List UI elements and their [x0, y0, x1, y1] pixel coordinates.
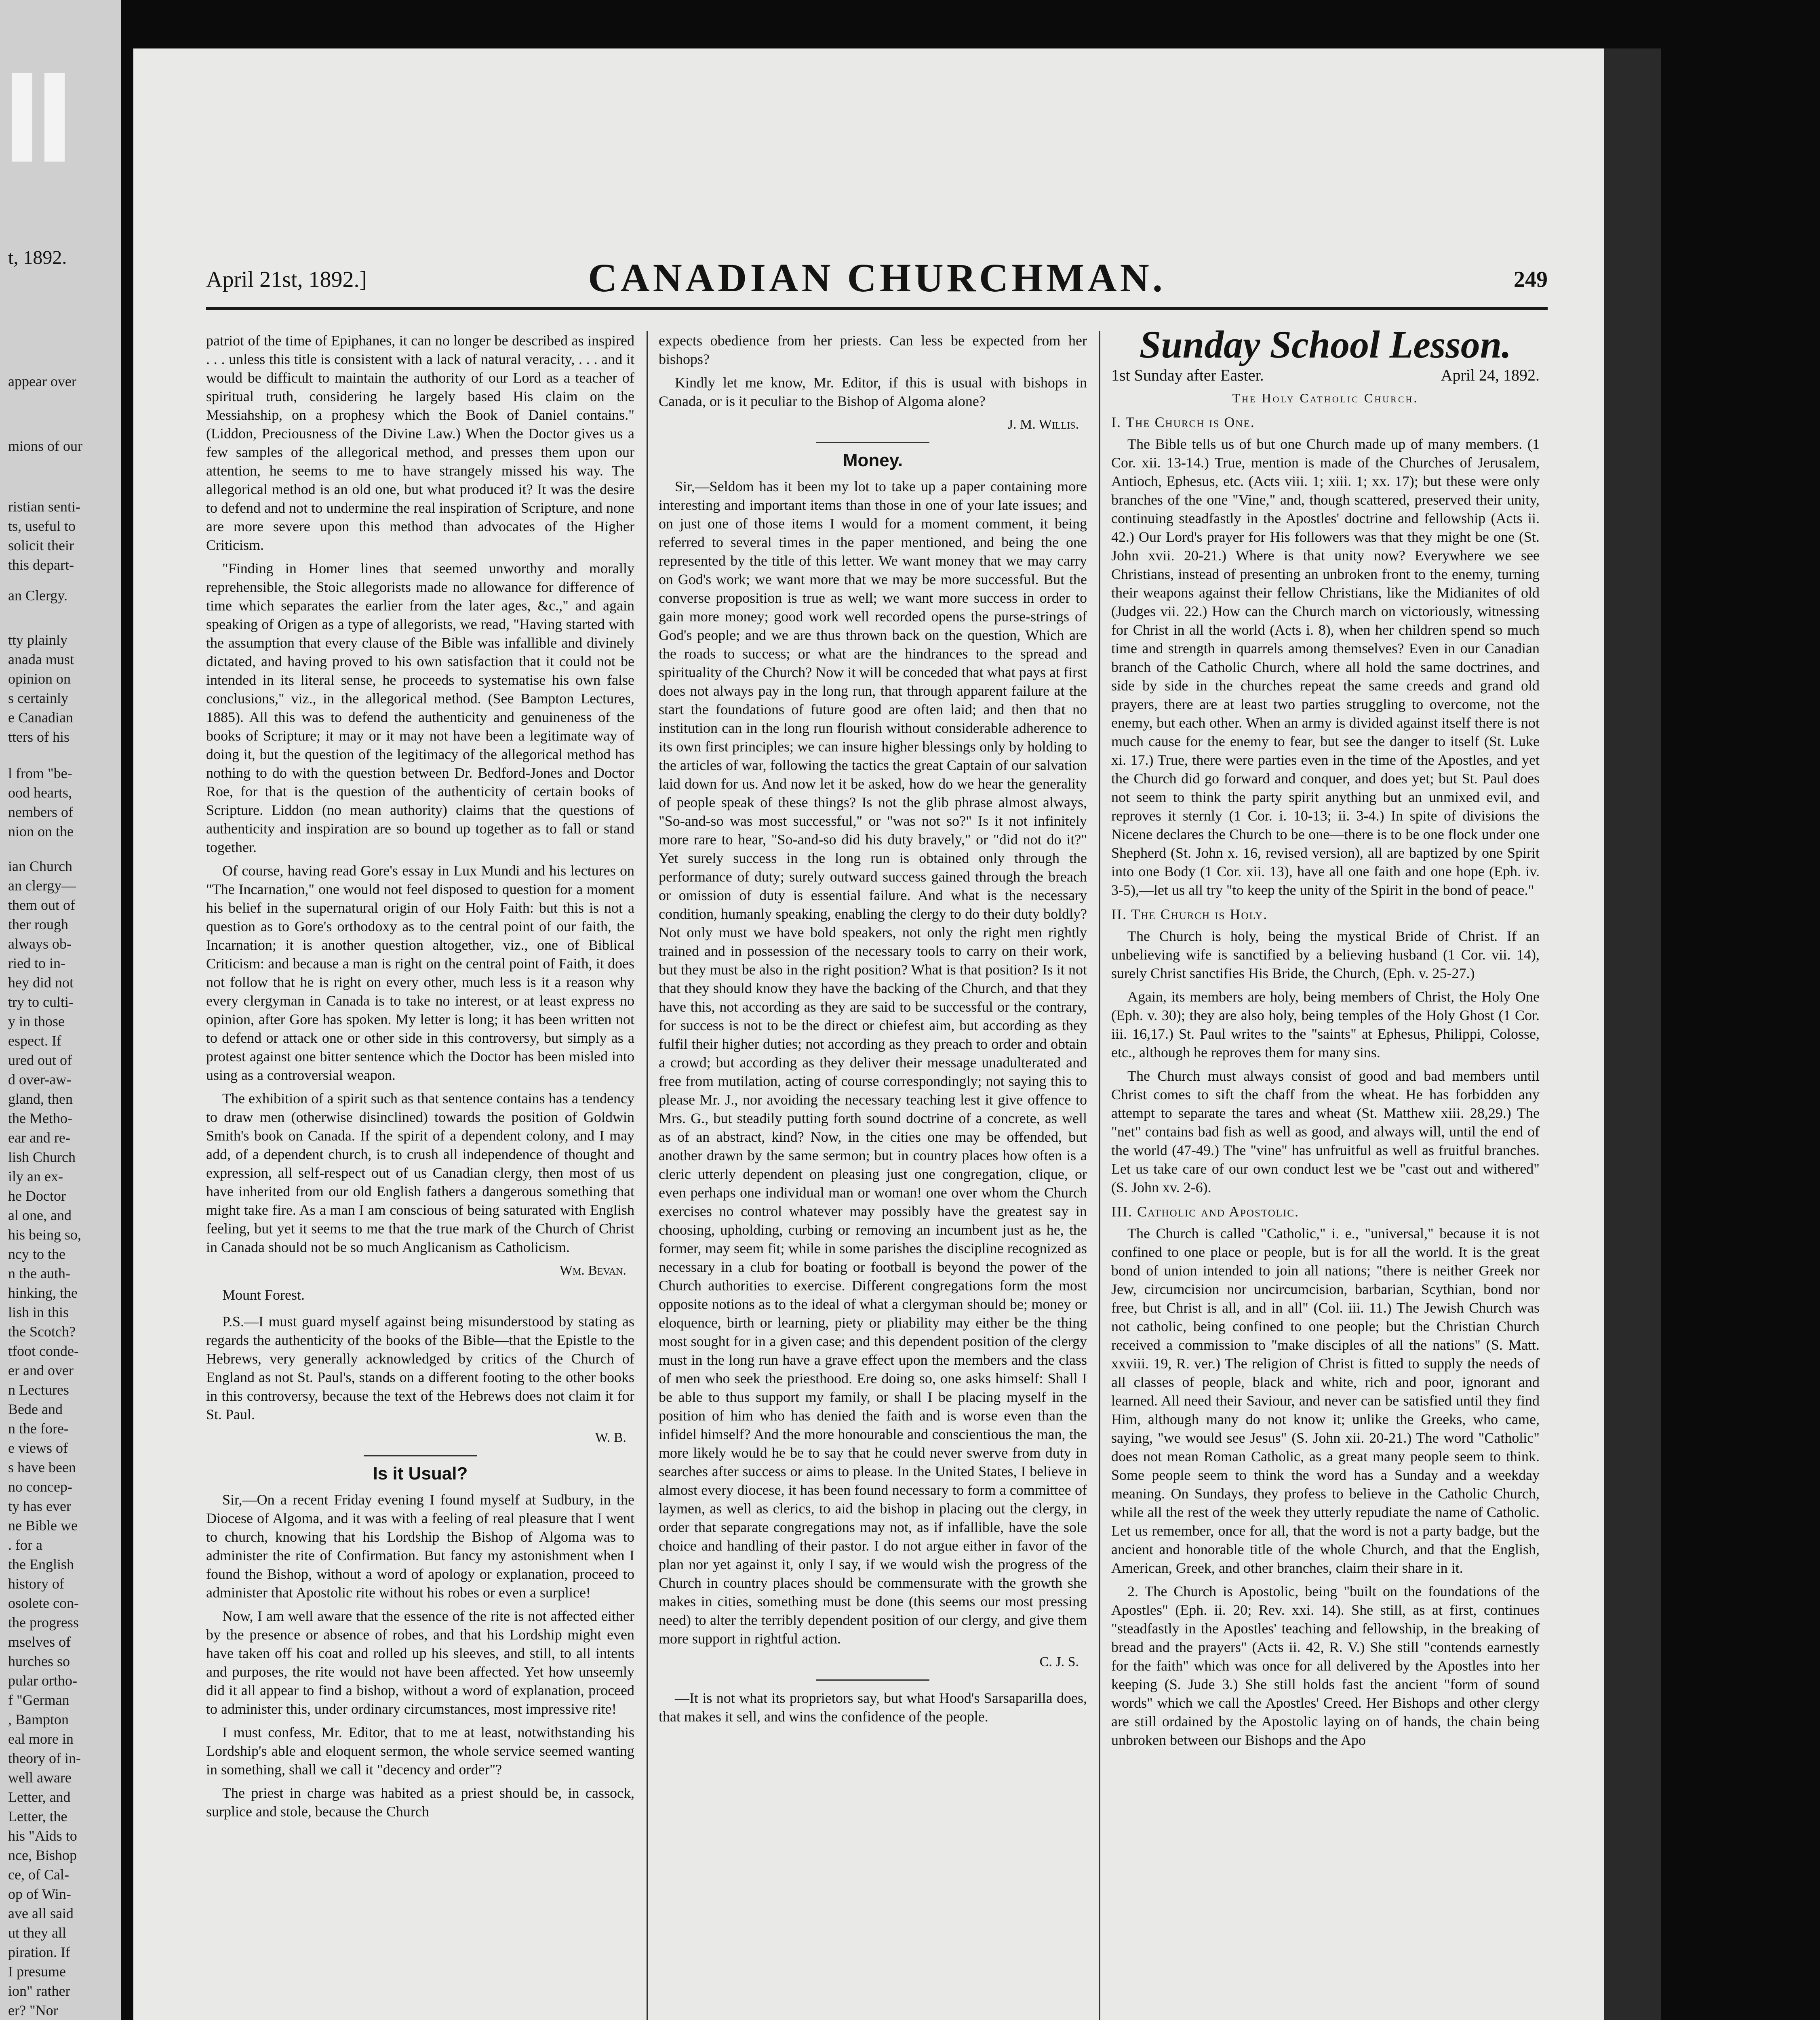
previous-page-edge	[0, 0, 121, 2020]
article-title: Money.	[843, 450, 903, 470]
paragraph: 2. The Church is Apostolic, being "built on the foundations of the Apostles" (Eph. ii. 20; Rev. xxi. 14). She still, as at first, continues "steadfastly in the Apostles' teaching and fellowship, in the breaking of bread and the prayers" (Acts ii. 42, R. V.) She still "contends earnestly for the faith" which was once for all delivered by the Apostles into her keeping (S. Jude 3.) She still holds fast the ancient "form of sound words" which we call the Apostles' Creed. Her Bishops and other clergy are still ordained by the Apostolic laying on of hands, the chain being unbroken between our Bishops and the Apo	[1111, 1583, 1540, 1748]
running-head	[206, 250, 1548, 310]
column-left	[206, 331, 634, 1826]
signature: J. M. Willis.	[1007, 417, 1079, 432]
lesson-date: April 24, 1892.	[1441, 366, 1540, 384]
section-heading: II. The Church is Holy.	[1111, 906, 1268, 922]
newspaper-page	[133, 48, 1604, 2020]
paragraph: The priest in charge was habited as a priest should be, in cassock, surplice and stole, because the Church	[206, 1785, 634, 1820]
paragraph: Again, its members are holy, being members of Christ, the Holy One (Eph. v. 30); they are also holy, being temples of the Holy Ghost (1 Cor. iii. 16,17.) St. Paul writes to the "saints" at Ephesus, Philippi, Colosse, etc., although he reproves them for many sins.	[1111, 989, 1540, 1060]
signature: C. J. S.	[1039, 1654, 1079, 1669]
masthead-title: CANADIAN CHURCHMAN.	[588, 255, 1166, 300]
paragraph: The Church is holy, being the mystical Bride of Christ. If an unbelieving wife is sanctified by a believing husband (1 Cor. vii. 14), surely Christ sanctifies His Bride, the Church, (Eph. v. 25-27.)	[1111, 928, 1540, 981]
section-heading: I. The Church is One.	[1111, 414, 1255, 430]
paragraph: The exhibition of a spirit such as that sentence contains has a tendency to draw men (otherwise disinclined) towards the position of Goldwin Smith's book on Canada. If the spirit of a dependent colony, and I may add, of a dependent church, is to crush all independence of thought and expression, all self-respect out of us Canadian clergy, then most of us have inherited from our old English fathers a dangerous something that might take fire. As a man I am conscious of being saturated with English feeling, but yet it seems to me that the true mark of the Church of Christ in Canada should not be so much Anglicanism as Catholicism.	[206, 1090, 634, 1255]
section-divider	[364, 1455, 477, 1456]
paragraph: The Church is called "Catholic," i. e., "universal," because it is not confined to one place or people, but is for all the world. It is the great bond of union intended to join all nations; "there is neither Greek nor Jew, circumcision nor uncircumcision, barbarian, Scythian, bond nor free, but Christ is all, and in all" (Col. iii. 11.) The Jewish Church was not catholic, being confined to one people; but the Christian Church received a commission to "make disciples of all the nations" (S. Matt. xxviii. 19, R. ver.) The religion of Christ is fitted to supply the needs of all classes of people, black and white, rich and poor, ignorant and learned. All need their Saviour, and never can be satisfied until they find Him, although many do not know it; unlike the Greeks, who came, saying, "we would see Jesus" (S. John xii. 20-21.) The word "Catholic" does not mean Roman Catholic, as a great many people seem to think. Some people seem to think the word has a Sunday and a weekday meaning. On Sundays, they profess to believe in the Catholic Church, while all the rest of the week they utterly repudiate the name of Catholic. Let us remember, once for all, that the word is not a party badge, but the ancient and honorable title of the whole Church, and that the English, American, Greek, and other branches, claim their share in it.	[1111, 1225, 1540, 1576]
paragraph: Sir,—Seldom has it been my lot to take up a paper containing more interesting and important items than those in one of your late issues; and on just one of those items I would for a moment comment, it being referred to several times in the paper mentioned, and being the one represented by the title of this letter. We want money that we may carry on God's work; we want more that we may be more successful. But the converse proposition is true as well; we want more success in order to gain more money; good work well recorded opens the purse-strings of God's people; and we are thus thrown back on the question, Which are the roads to success; or what are the hindrances to the spread and spirituality of the Church? Now it will be conceded that what pays at first does not always pay in the long run, that through apparent failure at the start the foundations of future good are often laid; and then that no institution can in the long run flourish without considerable adherence to its own first principles; we can insure higher blessings only by holding to the articles of war, following the tactics the great Captain of our salvation laid down for us. And now let it be asked, how do we hear the generality of people speak of these things? Is not the glib phrase almost always, "So-and-so was most successful," or "was not so?" Is it not infinitely more rare to hear, "So-and-so did his duty bravely," or "did not do it?" Yet surely success in the long run is obtained only through the performance of duty; surely outward success gained through the breach or omission of duty is essential failure. And what is the necessary condition, humanly speaking, enabling the clergy to do their duty boldly? Not only must we have bold speakers, not only the right men rightly trained and in possession of the necessary tools to carry on their work, but they must be also in the right position? What is that position? Is it not that they should know they have the backing of the Church, and that they have this, not according as they are said to be successful or the contrary, for success is not to be the direct or chiefest aim, but according as they fulfil their higher duties; not according as they preach to order and obtain a crowd; but according as they deliver their message unadulterated and free from mutilation, acting of course correspondingly; not saying this to please Mr. J., nor avoiding the necessary teaching lest it give offence to Mrs. G., but steadily putting forth sound doctrine of a concrete, as well as of an abstract, kind? Now, in the cities one may be offended, but another drawn by the same sermon; but in country places how often is a cleric utterly dependent on pleasing just one congregation, clique, or even perhaps one individual man or woman! one over whom the Church exercises no control whatever may possibly have the greatest say in choosing, upholding, curbing or removing an incumbent just as he, the former, may seem fit; while in some parishes the discipline recognized as necessary in a club for boating or football is beyond the power of the Church authorities to exercise. Different congregations form the most opposite notions as to the ideal of what a clergyman should be; money or eloquence, birth or learning, piety or pliability may either be the thing most sought for in a given case; and this dependent position of the clergy must in the long run have a grave effect upon the members and the class of men who seek the priesthood. Ere doing so, one asks himself: Shall I be able to thus support my family, or shall I be placing myself in the position of him who has denied the faith and is worse even than the infidel himself? And the more honourable and conscientious the man, the more likely would he be to say that he could never swerve from duty in searches after success or aims to please. In the United States, I believe in almost every diocese, it has been found necessary to form a committee of laymen, as well as clerics, to aid the bishop in placing out the clergy, in order that separate congregations may not, as if infallible, have the sole choice and handling of their pastor. I do not argue either in favor of the plan nor yet against it, only I say, if we would wish the progress of the Church in country places should be commensurate with the growth she makes in cities, something must be done (this seems our most pressing need) to alter the terribly dependent position of our clergy, and give them more support in rightful action.	[659, 478, 1087, 1647]
paragraph: Kindly let me know, Mr. Editor, if this is usual with bishops in Canada, or is it peculiar to the Bishop of Algoma alone?	[659, 375, 1087, 409]
section-divider	[816, 442, 929, 443]
paragraph: Sir,—On a recent Friday evening I found myself at Sudbury, in the Diocese of Algoma, and it was with a feeling of real pleasure that I went to church, knowing that his Lordship the Bishop of Algoma was to administer the rite of Confirmation. But fancy my astonishment when I found the Bishop, without a word of apology or explanation, proceed to administer that Apostolic rite without his robes or even a surplice!	[206, 1492, 634, 1601]
ps-signature: W. B.	[595, 1430, 626, 1445]
previous-page-text: ristian senti- ts, useful to solicit their this depart-	[8, 499, 80, 573]
issue-date: April 21st, 1892.]	[206, 267, 367, 292]
column-middle	[659, 331, 1087, 1731]
column-rule	[1099, 331, 1100, 2020]
previous-page-text: l from "be- ood hearts, nembers of nion on the	[8, 765, 74, 840]
paragraph: I must confess, Mr. Editor, that to me at least, notwithstanding his Lordship's able and eloquent sermon, the whole service seemed wanting in something, shall we call it "decency and order"?	[206, 1724, 634, 1778]
column-right	[1111, 323, 1540, 1754]
lesson-title: Sunday School Lesson.	[1139, 323, 1512, 366]
article-title: Is it Usual?	[373, 1464, 468, 1483]
previous-page-text: an Clergy.	[8, 587, 67, 604]
page-edge-shadow	[1604, 48, 1661, 2020]
paragraph: Now, I am well aware that the essence of the rite is not affected either by the presence or absence of robes, and that his Lordship might even have taken off his coat and rolled up his sleeves, and still, to all intents and purposes, the rite would not have been affected. Yet how unseemly did it all appear to find a bishop, without a word of explanation, proceed to administer this, under ordinary circumstances, most impressive rite!	[206, 1608, 634, 1717]
place-line: Mount Forest.	[222, 1287, 305, 1303]
paragraph: "Finding in Homer lines that seemed unworthy and morally reprehensible, the Stoic allegorists made no allowance for difference of time which separates the earlier from the later ages, &c.," and again speaking of Origen as a type of allegorists, we read, "Having started with the assumption that every clause of the Bible was infallible and divinely dictated, and having proved to his own satisfaction that it could not be intended in its literal sense, he proceeds to systematise his own false conclusions," viz., in the allegorical method. (See Bampton Lectures, 1885). All this was to defend the authenticity and genuineness of the books of Scripture; it may or it may not have been a legitimate way of doing it, but the question of the legitimacy of the allegorical method has nothing to do with the question between Dr. Bedford-Jones and Doctor Roe, for that is the question of the authenticity of certain books of Scripture. Liddon (no mean authority) claims that the questions of authenticity and inspiration are so bound up together as to fall or stand together.	[206, 560, 634, 855]
signature: Wm. Bevan.	[559, 1263, 626, 1278]
previous-page-header: t, 1892.	[8, 247, 67, 268]
paragraph: patriot of the time of Epiphanes, it can no longer be described as inspired . . . unless this title is consistent with a lack of natural veracity, . . . and it would be difficult to maintain the authority of our Lord as a teacher of spiritual truth, considering he largely based His claim on the Messiahship, on a prophesy which the Book of Daniel contains." (Liddon, Preciousness of the Divine Law.) When the Doctor gives us a few samples of the allegorical method, and presses them upon our attention, he seems to me to have strangely missed his way. The allegorical method is an old one, but what produced it? It was the desire to defend and not to undermine the real inspiration of Scripture, and none are more severe upon this method than advocates of the Higher Criticism.	[206, 332, 634, 553]
paragraph: Of course, having read Gore's essay in Lux Mundi and his lectures on "The Incarnation," one would not feel disposed to question for a moment his belief in the supernatural origin of our Holy Faith: but this is not a question as to Gore's orthodoxy as to the central point of our faith, the Incarnation; it is another question altogether, viz., one of Biblical Criticism: and because a man is right on the central point of Faith, it does not follow that he is right on every other, much less is it a reason why every clergyman in Canada is to take no interest, or at least express no opinion, after Gore has spoken. My letter is long; it has been written not to defend or attack one or other side in this controversy, but simply as a protest against one bitter sentence which the Doctor has been misled into using as a controversial weapon.	[206, 863, 634, 1083]
gutter-bar-icon	[44, 73, 65, 162]
paragraph: expects obedience from her priests. Can less be expected from her bishops?	[659, 332, 1087, 367]
previous-page-text: mions of our	[8, 438, 82, 454]
previous-page-text: tty plainly anada must opinion on s certainly e Canadian tters of his	[8, 632, 74, 745]
page-number: 249	[1514, 267, 1548, 292]
lesson-subtitle: The Holy Catholic Church.	[1232, 391, 1419, 405]
gutter-bar-icon	[12, 73, 32, 162]
postscript: P.S.—I must guard myself against being misunderstood by stating as regards the authenticity of the books of the Bible—that the Epistle to the Hebrews, very generally acknowledged by critics of the Church of England as not St. Paul's, stands on a different footing to the other books in this controversy, because the text of the Hebrews does not claim it for St. Paul.	[206, 1313, 634, 1422]
previous-page-text: appear over	[8, 373, 76, 389]
previous-page-text: ian Church an clergy— them out of ther rough always ob- ried to in- hey did not try to culti- y in those espect. If ured out of d over-aw- gland, then the Metho- ear and re- lish Church ily an ex- he Doctor al one, and his being so, ncy to the n the auth- hinking, the lish in this the Scotch? tfoot conde- er and over n Lectures Bede and n the fore- e views of s have been no concep- ty has ever ne Bible we . for a the English history of osolete con- the progress mselves of hurches so pular ortho- f "German , Bampton eal more in theory of in- well aware Letter, and Letter, the his "Aids to nce, Bishop ce, of Cal- op of Win- ave all said ut they all piration. If I presume ion" rather er? "Nor	[8, 858, 82, 2018]
column-rule	[647, 331, 648, 2020]
section-divider	[816, 1679, 929, 1681]
paragraph: The Bible tells us of but one Church made up of many members. (1 Cor. xii. 13-14.) True, mention is made of the Churches of Jerusalem, Antioch, Ephesus, etc. (Acts viii. 1; xiii. 1; xx. 17); but these were only branches of the one "Vine," and, though scattered, preserved their unity, continuing steadfastly in the Apostles' doctrine and fellowship (Acts ii. 42.) Our Lord's prayer for His followers was that they might be one (St. John xvii. 20-21.) Where is that unity now? Everywhere we see Christians, instead of presenting an unbroken front to the enemy, turning their weapons against their fellow Christians, like the Midianites of old (Judges vii. 22.) How can the Church march on victoriously, witnessing for Christ in all the world (Acts i. 8), when her children spend so much time and strength in quarrels among themselves? Even in our Canadian branch of the Catholic Church, where all hold the same doctrines, and side by side in the churches repeat the same creeds and grand old prayers, there are at least two parties struggling to overcome, not the enemy, but each other. When an army is divided against itself there is not much cause for the enemy to fear, but see the danger to itself (St. Luke xi. 17.) True, there were parties even in the time of the Apostles, and yet the Church did go forward and conquer, and does yet; but St. Paul does not seem to think the party spirit anything but an unmixed evil, and reproves it sternly (1 Cor. i. 10-13; ii. 3-4.) In spite of divisions the Nicene declares the Church to be one—there is to be one flock under one Shepherd (St. John x. 16, revised version), all are baptized by one Spirit into one Body (1 Cor. xii. 13), have all one faith and one hope (Eph. iv. 3-5),—let us all try "to keep the unity of the Spirit in the bond of peace."	[1111, 436, 1540, 898]
paragraph: The Church must always consist of good and bad members until Christ comes to sift the chaff from the wheat. He has forbidden any attempt to separate the tares and wheat (St. Matthew xiii. 28,29.) The "net" contains bad fish as well as good, and always will, until the end of the world (47-49.) The "vine" has unfruitful as well as fruitful branches. Let us take care of our own conduct lest we be "cast out and withered" (S. John xv. 2-6).	[1111, 1068, 1540, 1195]
advertisement: —It is not what its proprietors say, but what Hood's Sarsaparilla does, that makes it sell, and wins the confidence of the people.	[659, 1690, 1087, 1725]
section-heading: III. Catholic and Apostolic.	[1111, 1204, 1300, 1220]
lesson-meta	[1111, 366, 1540, 385]
lesson-sunday: 1st Sunday after Easter.	[1111, 366, 1264, 384]
